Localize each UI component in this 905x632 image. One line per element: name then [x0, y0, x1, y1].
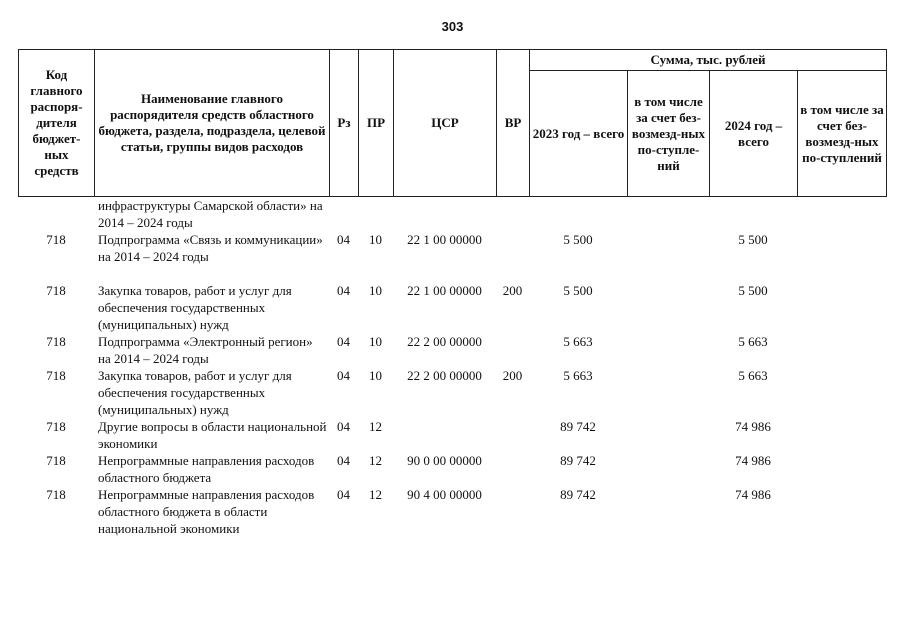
header-2023-free: в том числе за счет без-возмезд-ных по-ступле-ний [628, 71, 710, 197]
cell-csr: 90 4 00 00000 [407, 487, 482, 502]
cell-code: 718 [46, 419, 66, 434]
cell-name: Непрограммные направления расходов областного бюджета в области национальной экономики [98, 487, 315, 536]
cell-name: Другие вопросы в области национальной экономики [98, 419, 327, 451]
table-row [18, 197, 886, 231]
header-2024-total: 2024 год – всего [710, 71, 798, 197]
cell-name: Непрограммные направления расходов областного бюджета [98, 453, 315, 485]
cell-code: 718 [46, 334, 66, 349]
cell-2023-total: 5 663 [563, 334, 593, 349]
cell-rz: 04 [337, 487, 350, 502]
header-2023-total: 2023 год – всего [530, 71, 628, 197]
table-row [18, 282, 886, 333]
cell-name: Закупка товаров, работ и услуг для обеспечения государственных (муниципальных) нужд [98, 368, 292, 417]
cell-2024-total: 74 986 [735, 487, 771, 502]
cell-code: 718 [46, 487, 66, 502]
cell-2024-total: 74 986 [735, 453, 771, 468]
cell-rz: 04 [337, 368, 350, 383]
header-code: Код главного распоря-дителя бюджет-ных средств [19, 50, 95, 197]
table-row [18, 486, 886, 537]
header-csr: ЦСР [394, 50, 497, 197]
cell-name: Закупка товаров, работ и услуг для обеспечения государственных (муниципальных) нужд [98, 283, 292, 332]
cell-code: 718 [46, 283, 66, 298]
cell-pr: 10 [369, 334, 382, 349]
header-name: Наименование главного распорядителя средств областного бюджета, раздела, подраздела, целевой статьи, группы видов расходов [95, 50, 330, 197]
cell-2024-total: 5 663 [738, 334, 768, 349]
header-vr: ВР [497, 50, 530, 197]
header-2024-free: в том числе за счет без-возмезд-ных по-ступлений [798, 71, 887, 197]
cell-2024-total: 74 986 [735, 419, 771, 434]
cell-2024-total: 5 663 [738, 368, 768, 383]
table-body [18, 197, 886, 537]
cell-vr: 200 [502, 368, 523, 383]
page-number: 303 [441, 19, 464, 34]
cell-name: Подпрограмма «Связь и коммуникации» на 2014 – 2024 годы [98, 232, 323, 264]
header-sum: Сумма, тыс. рублей [530, 50, 887, 71]
cell-pr: 10 [369, 283, 382, 298]
cell-pr: 12 [369, 453, 382, 468]
table-row [18, 333, 886, 367]
table-row [18, 452, 886, 486]
cell-name: инфраструктуры Самарской области» на 2014 – 2024 годы [98, 198, 323, 230]
cell-csr: 22 2 00 00000 [407, 368, 482, 383]
cell-rz: 04 [337, 334, 350, 349]
cell-pr: 10 [369, 368, 382, 383]
cell-csr: 22 1 00 00000 [407, 283, 482, 298]
table-row [18, 231, 886, 282]
cell-rz: 04 [337, 283, 350, 298]
cell-2023-total: 5 500 [563, 232, 593, 247]
cell-pr: 10 [369, 232, 382, 247]
cell-2023-total: 89 742 [560, 419, 596, 434]
cell-2023-total: 89 742 [560, 453, 596, 468]
cell-pr: 12 [369, 487, 382, 502]
cell-pr: 12 [369, 419, 382, 434]
cell-2023-total: 5 663 [563, 368, 593, 383]
cell-2023-total: 5 500 [563, 283, 593, 298]
cell-2024-total: 5 500 [738, 232, 768, 247]
header-pr: ПР [359, 50, 394, 197]
cell-rz: 04 [337, 453, 350, 468]
cell-csr: 22 1 00 00000 [407, 232, 482, 247]
cell-name: Подпрограмма «Электронный регион» на 2014 – 2024 годы [98, 334, 313, 366]
cell-2024-total: 5 500 [738, 283, 768, 298]
table-header [18, 49, 887, 197]
cell-code: 718 [46, 232, 66, 247]
cell-code: 718 [46, 453, 66, 468]
cell-2023-total: 89 742 [560, 487, 596, 502]
cell-rz: 04 [337, 419, 350, 434]
cell-vr: 200 [502, 283, 523, 298]
header-rz: Рз [330, 50, 359, 197]
cell-rz: 04 [337, 232, 350, 247]
cell-csr: 90 0 00 00000 [407, 453, 482, 468]
table-row [18, 367, 886, 418]
cell-code: 718 [46, 368, 66, 383]
cell-csr: 22 2 00 00000 [407, 334, 482, 349]
table-row [18, 418, 886, 452]
